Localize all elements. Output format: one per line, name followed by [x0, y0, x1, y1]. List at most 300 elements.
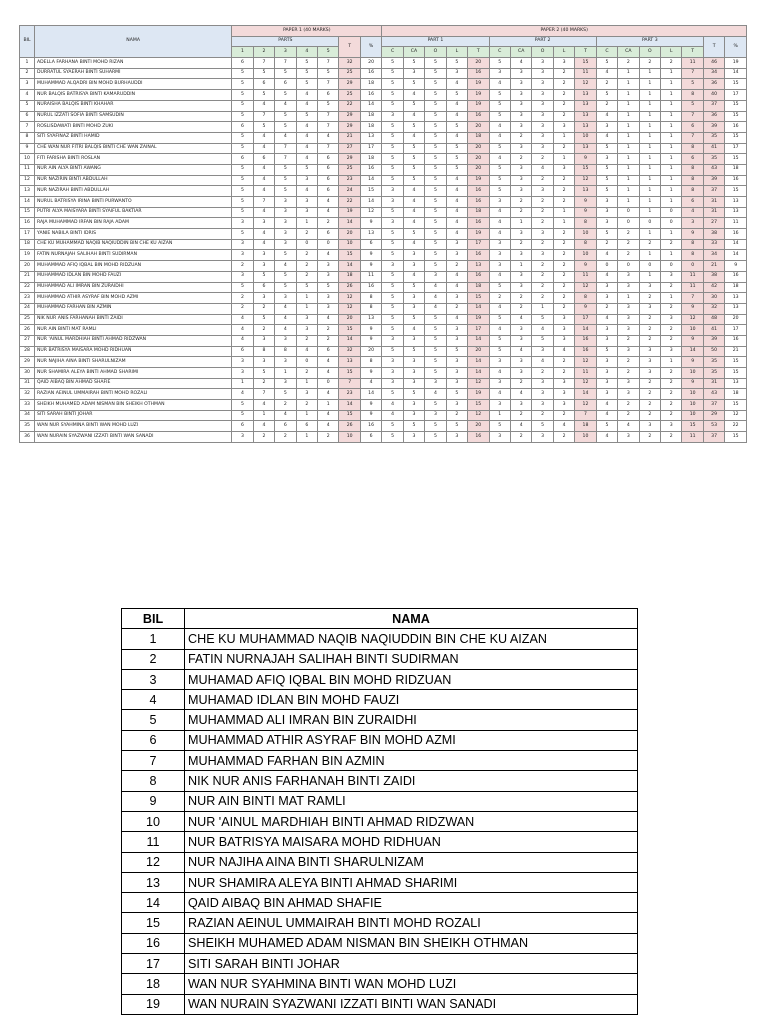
mark-cell: 0 [296, 239, 317, 250]
header-subcol: O [425, 47, 446, 58]
mark-cell: 8 [360, 357, 381, 368]
mark-cell: 5 [425, 239, 446, 250]
mark-cell: 13 [575, 90, 596, 101]
mark-cell: 6 [318, 90, 339, 101]
mark-cell: 11 [360, 271, 381, 282]
mark-cell: 2 [318, 218, 339, 229]
mark-cell: 5 [446, 58, 467, 69]
mark-cell: 3 [639, 346, 660, 357]
mark-cell: 5 [232, 164, 253, 175]
table-row [20, 357, 747, 368]
mark-cell: 5 [596, 186, 617, 197]
mark-cell: 3 [596, 197, 617, 208]
mark-cell: 4 [318, 314, 339, 325]
mark-cell: 5 [275, 389, 296, 400]
mark-cell: 46 [703, 58, 724, 69]
mark-cell: 10 [682, 410, 703, 421]
mark-cell: 2 [618, 58, 639, 69]
student-name: MUHAMMAD AFIQ IQBAL BIN MOHD RIDZUAN [35, 261, 232, 272]
mark-cell: 7 [253, 111, 274, 122]
mark-cell: 2 [532, 368, 553, 379]
table-row [20, 250, 747, 261]
mark-cell: 2 [296, 261, 317, 272]
mark-cell: 3 [489, 400, 510, 411]
table-row [20, 218, 747, 229]
mark-cell: 4 [382, 400, 403, 411]
mark-cell: 15 [468, 293, 489, 304]
name-list-body [122, 629, 638, 1015]
mark-cell: 3 [510, 186, 531, 197]
mark-cell: 3 [232, 250, 253, 261]
header-subcol: O [639, 47, 660, 58]
mark-cell: 0 [618, 207, 639, 218]
mark-cell: 2 [296, 368, 317, 379]
mark-cell: 39 [703, 335, 724, 346]
mark-cell: 1 [661, 111, 682, 122]
mark-cell: 6 [232, 154, 253, 165]
mark-cell: 4 [275, 100, 296, 111]
mark-cell: 3 [446, 357, 467, 368]
mark-cell: 3 [253, 357, 274, 368]
mark-cell: 3 [446, 68, 467, 79]
row-number: 33 [20, 400, 35, 411]
list-item [122, 913, 638, 933]
mark-cell: 4 [296, 346, 317, 357]
mark-cell: 2 [553, 282, 574, 293]
list-number: 13 [122, 872, 185, 892]
mark-cell: 0 [639, 218, 660, 229]
mark-cell: 3 [382, 368, 403, 379]
mark-cell: 10 [575, 229, 596, 240]
mark-cell: 4 [253, 229, 274, 240]
mark-cell: 12 [468, 410, 489, 421]
mark-cell: 3 [403, 68, 424, 79]
mark-cell: 1 [275, 368, 296, 379]
mark-cell: 4 [489, 207, 510, 218]
mark-cell: 1 [661, 122, 682, 133]
mark-cell: 5 [425, 421, 446, 432]
mark-cell: 2 [639, 378, 660, 389]
mark-cell: 5 [275, 186, 296, 197]
mark-cell: 2 [553, 68, 574, 79]
mark-cell: 5 [403, 122, 424, 133]
mark-cell: 16 [575, 346, 596, 357]
mark-cell: 2 [553, 410, 574, 421]
mark-cell: 3 [553, 335, 574, 346]
mark-cell: 1 [318, 400, 339, 411]
mark-cell: 5 [296, 111, 317, 122]
mark-cell: 1 [618, 143, 639, 154]
mark-cell: 2 [553, 143, 574, 154]
table-row [20, 368, 747, 379]
mark-cell: 9 [575, 154, 596, 165]
mark-cell: 5 [403, 79, 424, 90]
mark-cell: 7 [682, 293, 703, 304]
mark-cell: 2 [639, 400, 660, 411]
mark-cell: 2 [618, 400, 639, 411]
mark-cell: 16 [468, 218, 489, 229]
mark-cell: 35 [703, 357, 724, 368]
mark-cell: 3 [532, 90, 553, 101]
mark-cell: 5 [489, 143, 510, 154]
mark-cell: 19 [468, 100, 489, 111]
mark-cell: 53 [703, 421, 724, 432]
mark-cell: 11 [575, 271, 596, 282]
mark-cell: 36 [703, 79, 724, 90]
mark-cell: 3 [510, 229, 531, 240]
mark-cell: 3 [596, 335, 617, 346]
list-name: WAN NUR SYAHMINA BINTI WAN MOHD LUZI [185, 974, 638, 994]
list-item [122, 771, 638, 791]
mark-cell: 13 [575, 100, 596, 111]
header-part1: PART 1 [382, 36, 489, 47]
mark-cell: 8 [575, 293, 596, 304]
mark-cell: 5 [232, 100, 253, 111]
header-part-number: 2 [253, 47, 274, 58]
mark-cell: 2 [553, 357, 574, 368]
header-part2: PART 2 [489, 36, 596, 47]
mark-cell: 7 [275, 154, 296, 165]
mark-cell: 12 [468, 378, 489, 389]
mark-cell: 15 [725, 132, 747, 143]
mark-cell: 3 [510, 90, 531, 101]
table-row [20, 314, 747, 325]
mark-cell: 4 [403, 207, 424, 218]
student-name: QAID AIBAQ BIN AHMAD SHAFIE [35, 378, 232, 389]
mark-cell: 3 [275, 229, 296, 240]
mark-cell: 1 [639, 154, 660, 165]
mark-cell: 6 [318, 346, 339, 357]
student-name: RAZIAN AEINUL UMMAIRAH BINTI MOHD ROZALI [35, 389, 232, 400]
mark-cell: 2 [553, 100, 574, 111]
mark-cell: 4 [296, 122, 317, 133]
table-row [20, 68, 747, 79]
student-name: MUHAMMAD ALQADRI BIN MOHD BURHAUDDI [35, 79, 232, 90]
mark-cell: 0 [661, 207, 682, 218]
mark-cell: 2 [639, 432, 660, 443]
mark-cell: 3 [382, 357, 403, 368]
mark-cell: 3 [596, 282, 617, 293]
mark-cell: 11 [682, 58, 703, 69]
list-name: RAZIAN AEINUL UMMAIRAH BINTI MOHD ROZALI [185, 913, 638, 933]
mark-cell: 13 [575, 122, 596, 133]
mark-cell: 3 [403, 250, 424, 261]
list-number: 15 [122, 913, 185, 933]
mark-cell: 8 [682, 186, 703, 197]
mark-cell: 3 [275, 239, 296, 250]
mark-cell: 2 [553, 175, 574, 186]
header-subcol: CA [403, 47, 424, 58]
mark-cell: 4 [489, 218, 510, 229]
mark-cell: 0 [661, 261, 682, 272]
header-part-number: 4 [296, 47, 317, 58]
mark-cell: 4 [446, 218, 467, 229]
mark-cell: 4 [489, 229, 510, 240]
mark-cell: 3 [510, 250, 531, 261]
mark-cell: 5 [403, 314, 424, 325]
table-row [20, 389, 747, 400]
table-row [20, 378, 747, 389]
mark-cell: 17 [725, 325, 747, 336]
mark-cell: 5 [403, 421, 424, 432]
mark-cell: 10 [339, 239, 360, 250]
mark-cell: 12 [575, 378, 596, 389]
mark-cell: 2 [553, 303, 574, 314]
list-number: 17 [122, 954, 185, 974]
mark-cell: 2 [553, 271, 574, 282]
mark-cell: 16 [468, 250, 489, 261]
mark-cell: 3 [275, 335, 296, 346]
mark-cell: 17 [360, 143, 381, 154]
mark-cell: 2 [510, 132, 531, 143]
mark-cell: 5 [489, 186, 510, 197]
mark-cell: 6 [682, 154, 703, 165]
list-name: SHEIKH MUHAMED ADAM NISMAN BIN SHEIKH OTHMAN [185, 933, 638, 953]
mark-cell: 1 [661, 143, 682, 154]
mark-cell: 3 [446, 335, 467, 346]
list-name: NUR BATRISYA MAISARA MOHD RIDHUAN [185, 832, 638, 852]
mark-cell: 3 [532, 432, 553, 443]
mark-cell: 8 [682, 90, 703, 101]
mark-cell: 4 [232, 325, 253, 336]
mark-cell: 3 [596, 122, 617, 133]
mark-cell: 4 [596, 68, 617, 79]
mark-cell: 5 [489, 282, 510, 293]
mark-cell: 37 [703, 100, 724, 111]
mark-cell: 29 [703, 410, 724, 421]
mark-cell: 9 [682, 357, 703, 368]
mark-cell: 2 [510, 303, 531, 314]
mark-cell: 2 [661, 303, 682, 314]
marks-table-body [20, 58, 747, 443]
mark-cell: 16 [360, 282, 381, 293]
mark-cell: 4 [232, 335, 253, 346]
mark-cell: 3 [532, 229, 553, 240]
mark-cell: 1 [661, 90, 682, 101]
mark-cell: 1 [553, 154, 574, 165]
mark-cell: 2 [618, 335, 639, 346]
mark-cell: 3 [489, 68, 510, 79]
mark-cell: 16 [468, 432, 489, 443]
mark-cell: 16 [575, 335, 596, 346]
mark-cell: 6 [682, 122, 703, 133]
mark-cell: 5 [403, 175, 424, 186]
mark-cell: 1 [510, 261, 531, 272]
mark-cell: 32 [703, 303, 724, 314]
table-row [20, 164, 747, 175]
mark-cell: 2 [296, 271, 317, 282]
mark-cell: 5 [232, 143, 253, 154]
mark-cell: 15 [339, 368, 360, 379]
mark-cell: 13 [725, 293, 747, 304]
row-number: 35 [20, 421, 35, 432]
mark-cell: 26 [339, 421, 360, 432]
mark-cell: 2 [639, 335, 660, 346]
student-name: NUR AIN BINTI MAT RAMLI [35, 325, 232, 336]
mark-cell: 3 [510, 325, 531, 336]
mark-cell: 5 [382, 314, 403, 325]
list-number: 5 [122, 710, 185, 730]
mark-cell: 5 [232, 186, 253, 197]
list-number: 14 [122, 893, 185, 913]
mark-cell: 15 [725, 154, 747, 165]
mark-cell: 2 [639, 314, 660, 325]
list-item [122, 751, 638, 771]
header-percent: % [725, 36, 747, 57]
row-number: 15 [20, 207, 35, 218]
mark-cell: 5 [253, 368, 274, 379]
mark-cell: 2 [553, 79, 574, 90]
mark-cell: 4 [275, 303, 296, 314]
mark-cell: 1 [639, 250, 660, 261]
mark-cell: 18 [468, 132, 489, 143]
mark-cell: 5 [382, 132, 403, 143]
table-row [20, 239, 747, 250]
mark-cell: 5 [425, 368, 446, 379]
mark-cell: 4 [253, 239, 274, 250]
mark-cell: 4 [275, 325, 296, 336]
row-number: 27 [20, 335, 35, 346]
mark-cell: 5 [425, 335, 446, 346]
header-paper2: PAPER 2 (40 MARKS) [382, 26, 747, 37]
mark-cell: 16 [360, 421, 381, 432]
mark-cell: 1 [639, 79, 660, 90]
mark-cell: 15 [575, 164, 596, 175]
student-name: SHEIKH MUHAMED ADAM NISMAN BIN SHEIKH OTHMAN [35, 400, 232, 411]
mark-cell: 3 [639, 357, 660, 368]
mark-cell: 5 [425, 79, 446, 90]
mark-cell: 3 [532, 186, 553, 197]
mark-cell: 16 [725, 271, 747, 282]
mark-cell: 5 [532, 335, 553, 346]
marks-table-header [20, 26, 747, 58]
mark-cell: 3 [275, 197, 296, 208]
mark-cell: 12 [575, 79, 596, 90]
table-row [20, 271, 747, 282]
mark-cell: 3 [275, 357, 296, 368]
mark-cell: 7 [275, 143, 296, 154]
mark-cell: 2 [553, 186, 574, 197]
mark-cell: 6 [275, 421, 296, 432]
mark-cell: 1 [296, 432, 317, 443]
mark-cell: 5 [425, 357, 446, 368]
mark-cell: 13 [575, 186, 596, 197]
mark-cell: 15 [725, 357, 747, 368]
mark-cell: 16 [360, 164, 381, 175]
mark-cell: 16 [468, 68, 489, 79]
mark-cell: 9 [360, 410, 381, 421]
mark-cell: 2 [510, 410, 531, 421]
mark-cell: 5 [382, 164, 403, 175]
mark-cell: 3 [318, 293, 339, 304]
mark-cell: 2 [532, 261, 553, 272]
row-number: 24 [20, 303, 35, 314]
mark-cell: 7 [275, 58, 296, 69]
student-name: NUR BALQIS BATRISYA BINTI KAMARUDDIN [35, 90, 232, 101]
mark-cell: 5 [232, 410, 253, 421]
mark-cell: 3 [532, 79, 553, 90]
mark-cell: 3 [232, 218, 253, 229]
mark-cell: 6 [253, 154, 274, 165]
mark-cell: 6 [318, 229, 339, 240]
mark-cell: 14 [725, 68, 747, 79]
mark-cell: 4 [489, 132, 510, 143]
mark-cell: 7 [253, 197, 274, 208]
mark-cell: 1 [296, 218, 317, 229]
list-item [122, 872, 638, 892]
mark-cell: 12 [682, 314, 703, 325]
mark-cell: 5 [489, 90, 510, 101]
mark-cell: 26 [339, 282, 360, 293]
mark-cell: 5 [318, 100, 339, 111]
mark-cell: 4 [425, 282, 446, 293]
mark-cell: 5 [489, 100, 510, 111]
student-name: NURUL BATRISYA IRINA BINTI PURWANTO [35, 197, 232, 208]
mark-cell: 35 [703, 368, 724, 379]
mark-cell: 14 [682, 346, 703, 357]
row-number: 3 [20, 79, 35, 90]
mark-cell: 3 [253, 261, 274, 272]
student-name: WAN NURAIN SYAZWANI IZZATI BINTI WAN SANADI [35, 432, 232, 443]
mark-cell: 5 [403, 282, 424, 293]
mark-cell: 3 [510, 335, 531, 346]
mark-cell: 2 [639, 389, 660, 400]
mark-cell: 1 [618, 293, 639, 304]
mark-cell: 18 [360, 79, 381, 90]
mark-cell: 3 [446, 293, 467, 304]
mark-cell: 9 [360, 335, 381, 346]
mark-cell: 2 [510, 239, 531, 250]
mark-cell: 3 [296, 325, 317, 336]
mark-cell: 8 [575, 218, 596, 229]
mark-cell: 14 [468, 357, 489, 368]
mark-cell: 2 [553, 250, 574, 261]
mark-cell: 9 [682, 229, 703, 240]
mark-cell: 13 [725, 378, 747, 389]
name-list-header-nama: NAMA [185, 609, 638, 629]
mark-cell: 14 [468, 368, 489, 379]
header-subcol: CA [618, 47, 639, 58]
mark-cell: 31 [703, 378, 724, 389]
mark-cell: 2 [618, 357, 639, 368]
mark-cell: 1 [639, 175, 660, 186]
list-item [122, 852, 638, 872]
mark-cell: 4 [510, 346, 531, 357]
mark-cell: 3 [639, 282, 660, 293]
header-part3: PART 3 [596, 36, 703, 47]
header-part-number: 1 [232, 47, 253, 58]
mark-cell: 5 [382, 271, 403, 282]
row-number: 13 [20, 186, 35, 197]
row-number: 29 [20, 357, 35, 368]
mark-cell: 1 [618, 164, 639, 175]
mark-cell: 3 [532, 389, 553, 400]
mark-cell: 9 [360, 250, 381, 261]
student-name: CHE KU MUHAMMAD NAQIB NAQIUDDIN BIN CHE KU AIZAN [35, 239, 232, 250]
mark-cell: 3 [618, 378, 639, 389]
mark-cell: 5 [403, 58, 424, 69]
mark-cell: 5 [682, 79, 703, 90]
student-name: WAN NUR SYAHMINA BINTI WAN MOHD LUZI [35, 421, 232, 432]
mark-cell: 4 [318, 197, 339, 208]
mark-cell: 2 [596, 239, 617, 250]
mark-cell: 4 [446, 229, 467, 240]
mark-cell: 7 [682, 132, 703, 143]
mark-cell: 2 [532, 207, 553, 218]
mark-cell: 2 [618, 250, 639, 261]
list-number: 19 [122, 994, 185, 1014]
mark-cell: 3 [446, 378, 467, 389]
